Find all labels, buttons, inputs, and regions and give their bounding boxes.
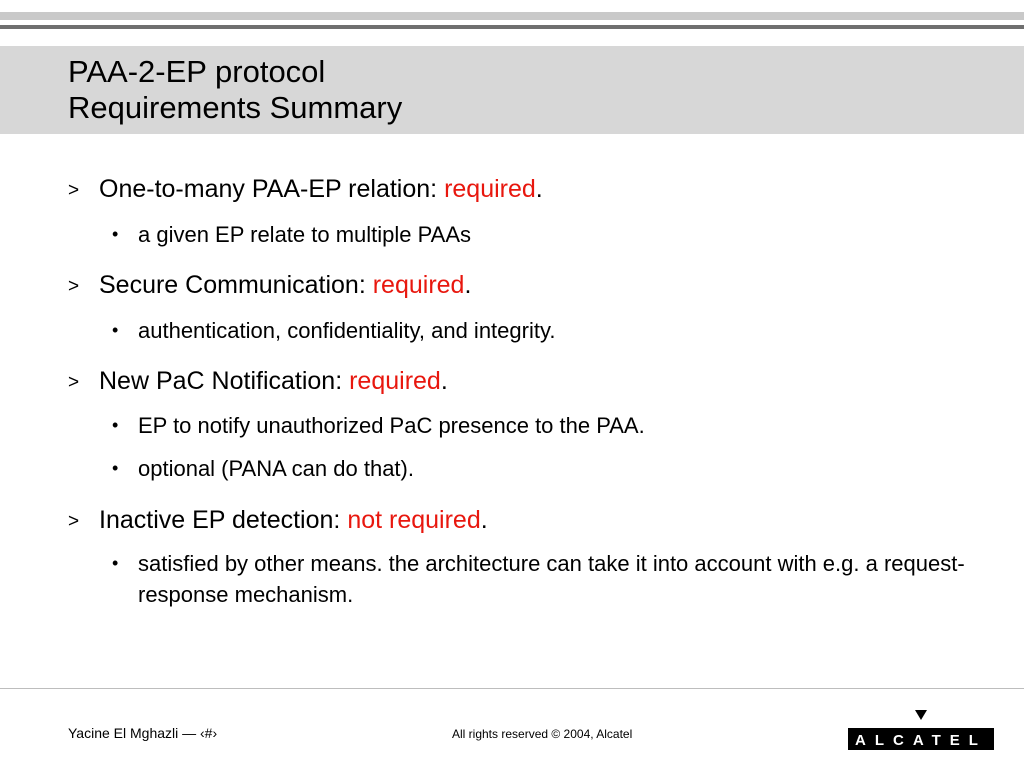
footer-rule (0, 688, 1024, 689)
status-required: required (349, 367, 441, 395)
top-rule-dark (0, 25, 1024, 29)
sub-bullet-text: EP to notify unauthorized PaC presence to the PAA. (138, 413, 645, 438)
bullet-text: Secure Communication: (99, 271, 373, 299)
bullet-marker: > (68, 511, 80, 532)
sub-bullet-item (112, 453, 992, 484)
sub-bullet-text: optional (PANA can do that). (138, 456, 414, 481)
logo-text: ALCATEL (855, 732, 987, 749)
status-required: required (444, 175, 536, 203)
sub-bullet-item (112, 219, 992, 250)
footer-author: Yacine El Mghazli — ‹#› (68, 725, 218, 741)
sub-bullet-marker: • (112, 458, 119, 478)
bullet-text: One-to-many PAA-EP relation: (99, 175, 445, 203)
slide-title-line-1: PAA-2-EP protocol (68, 54, 326, 89)
sub-bullet-item (112, 315, 992, 346)
bullet-suffix: . (464, 271, 472, 299)
bullet-marker: > (68, 276, 80, 297)
sub-bullet-text: authentication, confidentiality, and integrity. (138, 318, 556, 343)
sub-bullet-text: a given EP relate to multiple PAAs (138, 222, 472, 247)
slide-title (68, 54, 402, 126)
bullet-marker: > (68, 180, 80, 201)
alcatel-logo (848, 707, 994, 751)
sub-bullet-marker: • (112, 553, 119, 573)
bullet-suffix: . (480, 506, 488, 534)
bullet-text: Inactive EP detection: (99, 506, 348, 534)
sub-bullet-item (112, 548, 992, 610)
bullet-suffix: . (535, 175, 543, 203)
top-rule-light (0, 12, 1024, 20)
sub-bullet-marker: • (112, 415, 119, 435)
bullet-marker: > (68, 372, 80, 393)
logo-triangle-icon (915, 710, 927, 720)
status-not-required: not required (347, 506, 481, 534)
status-required: required (372, 271, 465, 299)
sub-bullet-text: satisfied by other means. the architecture can take it into account with e.g. a request-response mechanism. (138, 551, 965, 607)
bullet-text: New PaC Notification: (99, 367, 350, 395)
slide-title-line-2: Requirements Summary (68, 90, 403, 125)
sub-bullet-marker: • (112, 320, 119, 340)
sub-bullet-item (112, 410, 992, 441)
sub-bullet-marker: • (112, 224, 119, 244)
bullet-suffix: . (440, 367, 448, 395)
footer-copyright: All rights reserved © 2004, Alcatel (452, 727, 633, 741)
